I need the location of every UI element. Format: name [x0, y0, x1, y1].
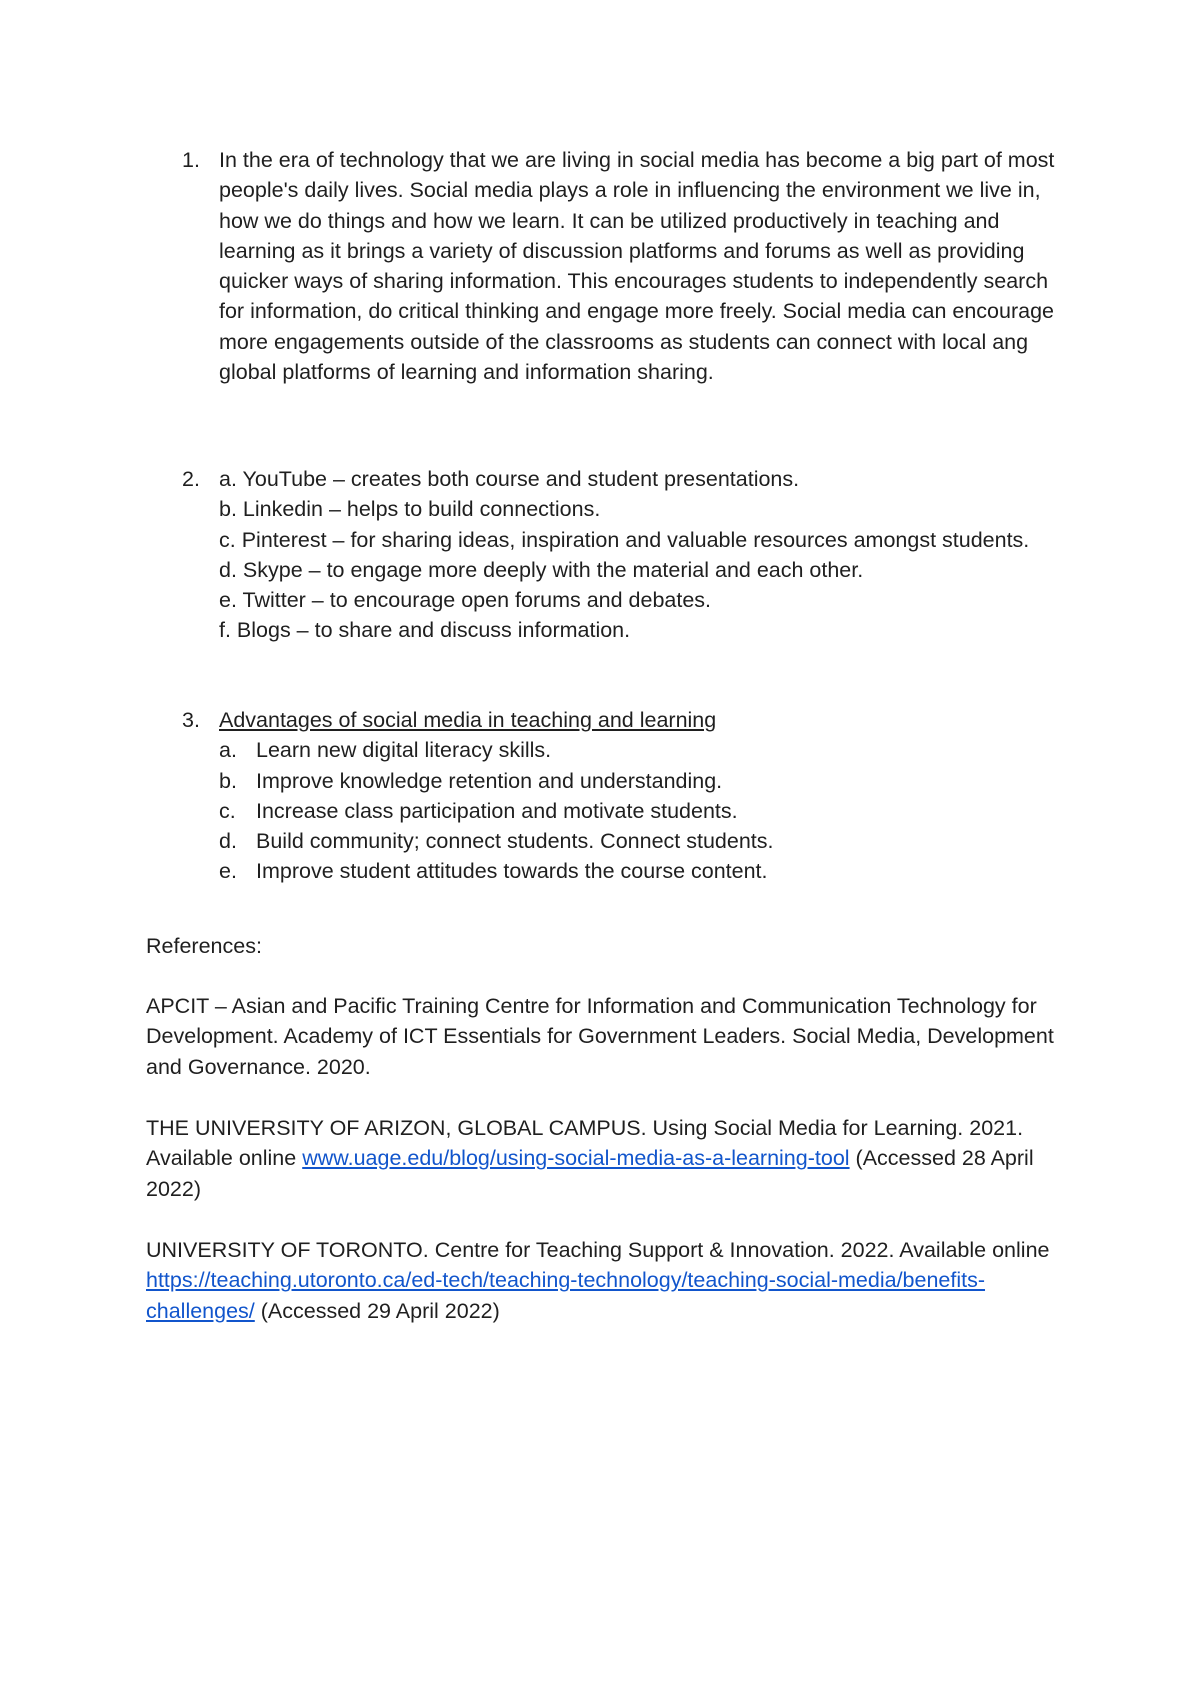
list-item-3	[146, 705, 1066, 887]
advantage-text: Improve student attitudes towards the course content.	[256, 859, 768, 884]
sub-letter: e.	[219, 859, 237, 884]
reference-paragraph	[146, 1235, 1066, 1326]
item-1-paragraph: In the era of technology that we are living in social media has become a big part of most people's daily lives. Social media plays a role in influencing the environment we live in, how we do things and how we learn. It can be utilized productively in teaching and learning as it brings a variety of discussion platforms and forums as well as providing quicker ways of sharing information. This encourages students to independently search for information, do critical thinking and engage more freely. Social media can encourage more engagements outside of the classrooms as students can connect with local ang global platforms of learning and information sharing.	[219, 148, 1055, 385]
advantage-item	[219, 856, 1059, 886]
references-label: References:	[146, 934, 262, 958]
list-item-2	[146, 464, 1066, 646]
platform-line-blogs: f. Blogs – to share and discuss information.	[219, 618, 631, 643]
reference-link-arizona[interactable]: www.uage.edu/blog/using-social-media-as-a-learning-tool	[302, 1146, 850, 1171]
reference-text: UNIVERSITY OF TORONTO. Centre for Teaching Support & Innovation. 2022. Available online	[146, 1238, 1050, 1262]
advantage-item	[219, 735, 1059, 765]
platform-line-twitter: e. Twitter – to encourage open forums and debates.	[219, 588, 712, 613]
reference-paragraph	[146, 1113, 1066, 1204]
sub-letter: a.	[219, 738, 237, 763]
reference-entry-apcit	[146, 991, 1066, 1082]
reference-entry-toronto	[146, 1235, 1066, 1326]
advantage-item	[219, 766, 1059, 796]
sub-letter: c.	[219, 798, 236, 823]
list-number: 2.	[182, 467, 200, 491]
advantage-text: Build community; connect students. Connect students.	[256, 829, 774, 854]
reference-link-toronto[interactable]: https://teaching.utoronto.ca/ed-tech/teaching-technology/teaching-social-media/benefits-challenges/	[146, 1268, 986, 1323]
sub-letter: b.	[219, 768, 237, 793]
list-number: 3.	[182, 708, 200, 732]
reference-accessed: (Accessed 28 April 2022)	[146, 1146, 1034, 1201]
list-number: 1.	[182, 148, 200, 172]
reference-text: THE UNIVERSITY OF ARIZON, GLOBAL CAMPUS. Using Social Media for Learning. 2021. Available online	[146, 1116, 1024, 1171]
advantages-heading: Advantages of social media in teaching and learning	[219, 708, 717, 732]
sub-letter: d.	[219, 829, 237, 854]
platform-line-youtube: a. YouTube – creates both course and student presentations.	[219, 467, 800, 491]
reference-text: APCIT – Asian and Pacific Training Centre for Information and Communication Technology for Development. Academy of ICT Essentials for Government Leaders. Social Media, Development and Governance. 2020.	[146, 994, 1054, 1079]
advantage-text: Improve knowledge retention and understanding.	[256, 768, 723, 793]
advantage-text: Increase class participation and motivate students.	[256, 798, 738, 823]
list-item-1	[146, 145, 1066, 387]
advantage-item	[219, 826, 1059, 856]
platform-line-pinterest: c. Pinterest – for sharing ideas, inspiration and valuable resources amongst students.	[219, 527, 1030, 552]
advantage-text: Learn new digital literacy skills.	[256, 738, 552, 763]
advantage-item	[219, 796, 1059, 826]
reference-entry-arizona	[146, 1113, 1066, 1204]
platform-line-skype: d. Skype – to engage more deeply with the material and each other.	[219, 557, 864, 582]
reference-accessed: (Accessed 29 April 2022)	[254, 1298, 500, 1323]
platform-line-linkedin: b. Linkedin – helps to build connections.	[219, 497, 601, 522]
